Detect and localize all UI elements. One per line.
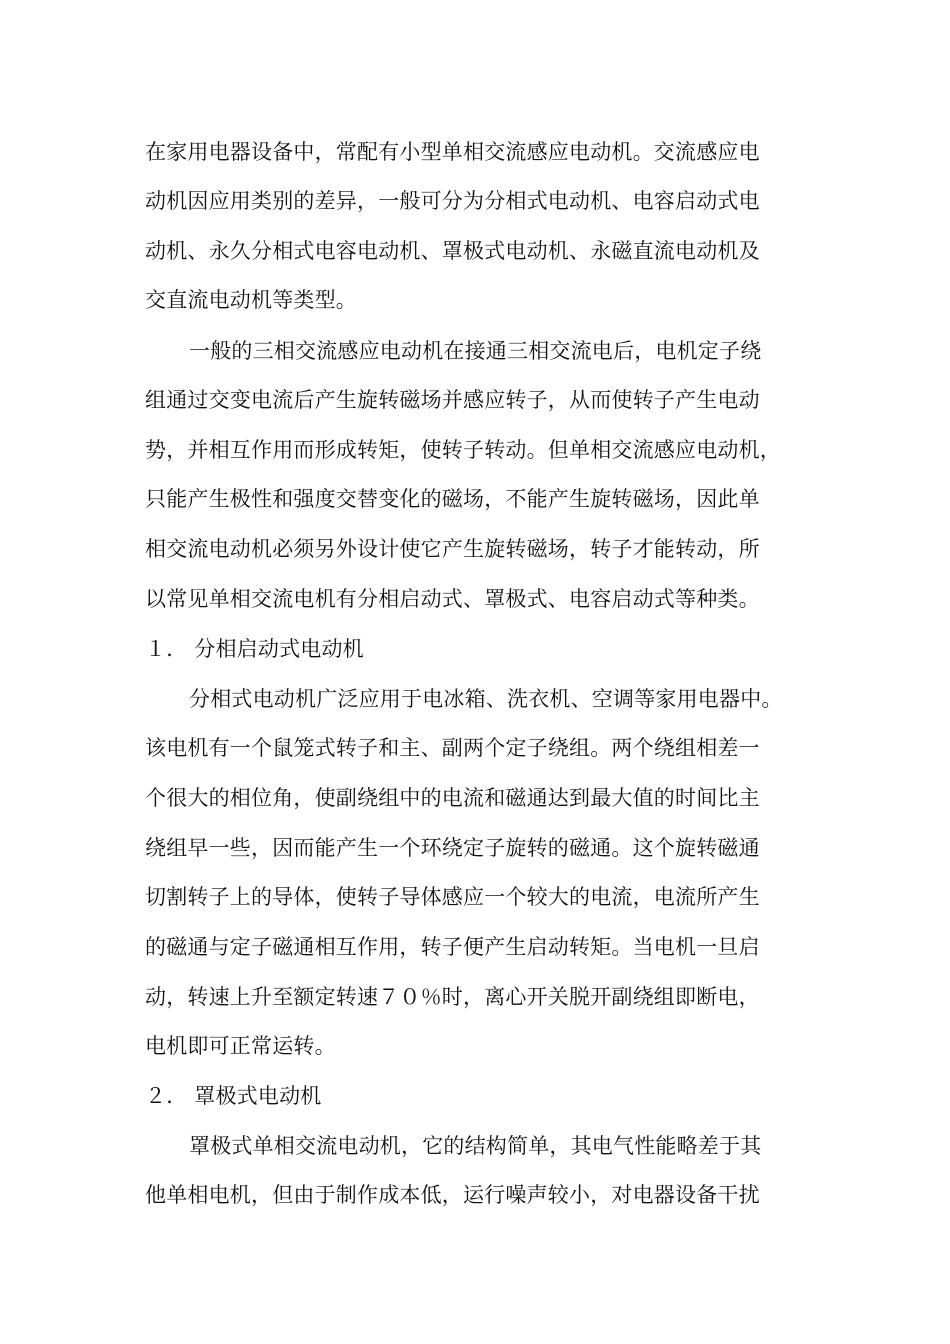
- text-line: 分相式电动机广泛应用于电冰箱、洗衣机、空调等家用电器中。: [189, 687, 783, 711]
- text-line: 一般的三相交流感应电动机在接通三相交流电后，电机定子绕: [189, 339, 762, 363]
- text-line: 以常见单相交流电机有分相启动式、罩极式、电容启动式等种类。: [145, 587, 760, 611]
- text-line: 在家用电器设备中，常配有小型单相交流感应电动机。交流感应电: [145, 140, 760, 164]
- text-line: 他单相电机，但由于制作成本低，运行噪声较小，对电器设备干扰: [145, 1183, 760, 1207]
- text-line: 该电机有一个鼠笼式转子和主、副两个定子绕组。两个绕组相差一: [145, 736, 760, 760]
- text-line: 组通过交变电流后产生旋转磁场并感应转子，从而使转子产生电动: [145, 388, 760, 412]
- text-line: 绕组早一些，因而能产生一个环绕定子旋转的磁通。这个旋转磁通: [145, 836, 760, 860]
- section-heading: １． 分相启动式电动机: [145, 637, 364, 661]
- text-line: 动机、永久分相式电容电动机、罩极式电动机、永磁直流电动机及: [145, 239, 760, 263]
- text-line: 动，转速上升至额定转速７０％时，离心开关脱开副绕组即断电，: [145, 985, 760, 1009]
- text-line: 只能产生极性和强度交替变化的磁场，不能产生旋转磁场，因此单: [145, 487, 760, 511]
- text-line: 罩极式单相交流电动机，它的结构简单，其电气性能略差于其: [189, 1134, 762, 1158]
- text-line: 相交流电动机必须另外设计使它产生旋转磁场，转子才能转动，所: [145, 537, 760, 561]
- text-line: 的磁通与定子磁通相互作用，转子便产生启动转矩。当电机一旦启: [145, 935, 760, 959]
- text-line: 交直流电动机等类型。: [145, 288, 357, 312]
- text-line: 势，并相互作用而形成转矩，使转子转动。但单相交流感应电动机，: [145, 438, 781, 462]
- section-heading: ２． 罩极式电动机: [145, 1084, 322, 1108]
- text-line: 切割转子上的导体，使转子导体感应一个较大的电流，电流所产生: [145, 885, 760, 909]
- text-line: 电机即可正常运转。: [145, 1034, 336, 1058]
- text-line: 动机因应用类别的差异，一般可分为分相式电动机、电容启动式电: [145, 189, 760, 213]
- text-line: 个很大的相位角，使副绕组中的电流和磁通达到最大值的时间比主: [145, 786, 760, 810]
